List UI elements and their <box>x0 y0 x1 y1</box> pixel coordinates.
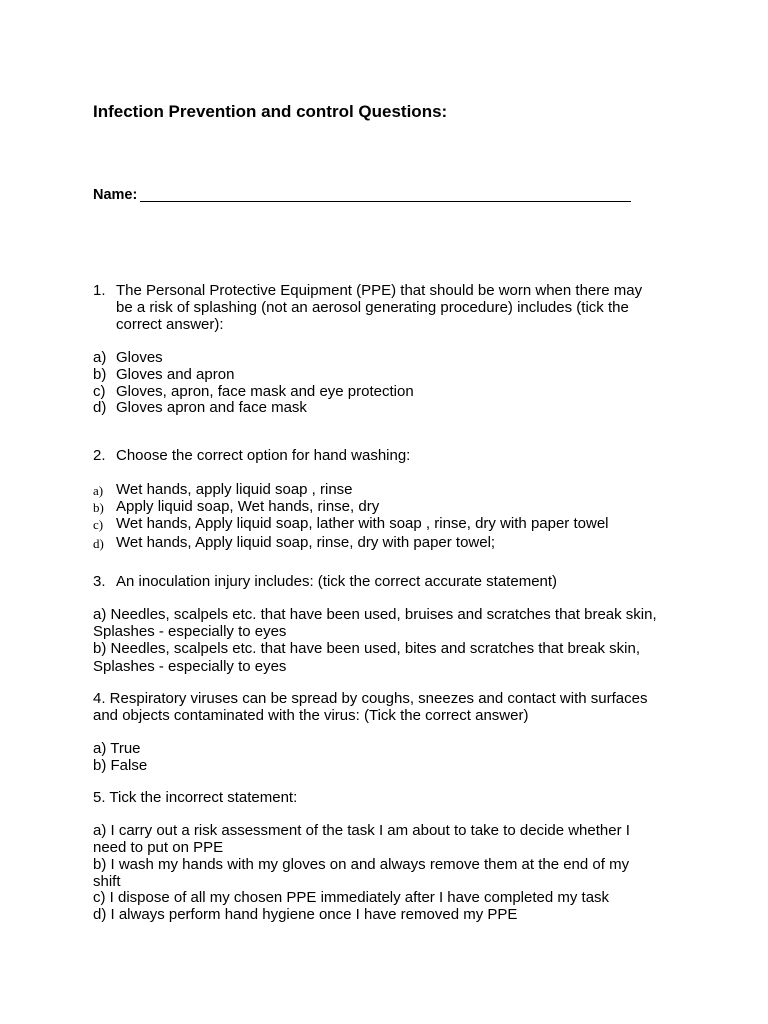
page-title: Infection Prevention and control Questions: <box>93 102 448 121</box>
option-letter: a) <box>93 349 107 366</box>
option-letter: d) <box>93 536 104 551</box>
option-letter: d) <box>93 399 107 416</box>
question-3-line-1[interactable]: a) Needles, scalpels etc. that have been used, bruises and scratches that break skin, <box>93 606 657 623</box>
option-text: Wet hands, apply liquid soap , rinse <box>116 481 353 498</box>
option-letter: b) <box>93 500 104 515</box>
question-4-line-1: 4. Respiratory viruses can be spread by coughs, sneezes and contact with surfaces <box>93 690 648 707</box>
option-letter: b) <box>93 366 107 383</box>
option-text: Wet hands, Apply liquid soap, lather with soap , rinse, dry with paper towel <box>116 515 609 532</box>
question-2-number: 2. <box>93 447 106 464</box>
question-1-number: 1. <box>93 282 106 299</box>
question-2-text: Choose the correct option for hand washing: <box>116 447 411 464</box>
option-letter: c) <box>93 383 106 400</box>
question-5-line-6[interactable]: d) I always perform hand hygiene once I have removed my PPE <box>93 906 518 923</box>
question-5-line-2: need to put on PPE <box>93 839 224 856</box>
question-5-line-3[interactable]: b) I wash my hands with my gloves on and always remove them at the end of my <box>93 856 630 873</box>
option-text: Gloves, apron, face mask and eye protection <box>116 383 414 400</box>
question-4-option-b[interactable]: b) False <box>93 757 148 774</box>
option-letter: c) <box>93 517 104 532</box>
question-4-option-a[interactable]: a) True <box>93 740 141 757</box>
question-5-line-4: shift <box>93 873 121 890</box>
option-text: Gloves and apron <box>116 366 235 383</box>
question-5-text: 5. Tick the incorrect statement: <box>93 789 298 806</box>
option-letter: a) <box>93 483 104 498</box>
question-3-line-4: Splashes - especially to eyes <box>93 658 287 675</box>
question-3-line-2: Splashes - especially to eyes <box>93 623 287 640</box>
option-text: Gloves <box>116 349 163 366</box>
option-text: Apply liquid soap, Wet hands, rinse, dry <box>116 498 380 515</box>
option-text: Gloves apron and face mask <box>116 399 307 416</box>
question-3-line-3[interactable]: b) Needles, scalpels etc. that have been used, bites and scratches that break skin, <box>93 640 640 657</box>
question-3-number: 3. <box>93 573 106 590</box>
question-1-line-2: be a risk of splashing (not an aerosol generating procedure) includes (tick the <box>116 299 629 316</box>
question-3-text: An inoculation injury includes: (tick the correct accurate statement) <box>116 573 558 590</box>
question-1-line-3: correct answer): <box>116 316 224 333</box>
name-label: Name: <box>93 187 138 203</box>
name-fill-line[interactable] <box>140 201 631 202</box>
question-5-line-1[interactable]: a) I carry out a risk assessment of the task I am about to take to decide whether I <box>93 822 630 839</box>
option-text: Wet hands, Apply liquid soap, rinse, dry with paper towel; <box>116 534 496 551</box>
question-1-line-1: The Personal Protective Equipment (PPE) that should be worn when there may <box>116 282 643 299</box>
question-5-line-5[interactable]: c) I dispose of all my chosen PPE immediately after I have completed my task <box>93 889 610 906</box>
question-4-line-2: and objects contaminated with the virus: (Tick the correct answer) <box>93 707 529 724</box>
